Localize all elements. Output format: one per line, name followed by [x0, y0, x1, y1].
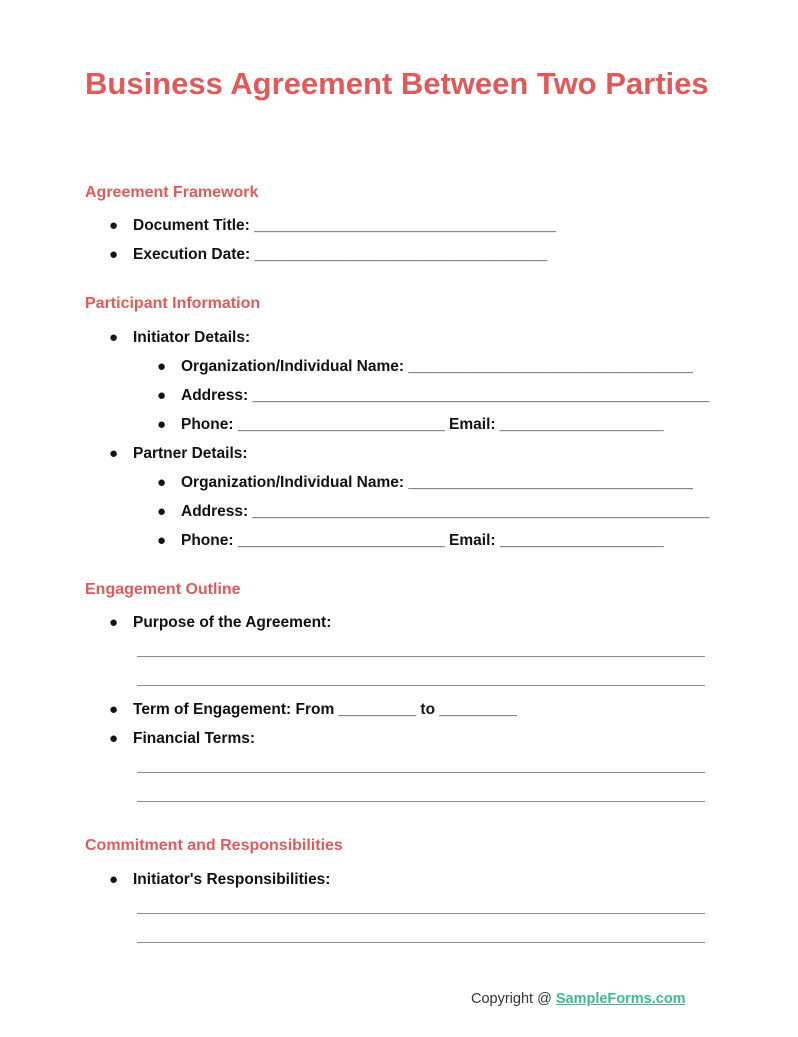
bullet-icon: ●: [109, 614, 119, 631]
field-execution-date[interactable]: Execution Date: __________________________________: [133, 246, 548, 263]
copyright-footer: [471, 991, 686, 1007]
bullet-icon: ●: [109, 871, 119, 888]
bullet-icon: ●: [109, 329, 119, 346]
financial-terms-label: Financial Terms:: [133, 730, 256, 747]
document-title: Business Agreement Between Two Parties: [85, 66, 709, 101]
field-document-title[interactable]: Document Title: ___________________________________: [133, 217, 556, 234]
bullet-icon: ●: [157, 503, 167, 520]
bullet-icon: ●: [157, 532, 167, 549]
financial-writing-line[interactable]: [137, 801, 705, 802]
purpose-label: Purpose of the Agreement:: [133, 614, 332, 631]
bullet-icon: ●: [109, 445, 119, 462]
field-partner-address[interactable]: Address: _____________________________________________________: [181, 503, 710, 520]
bullet-icon: ●: [109, 246, 119, 263]
field-partner-phone-email[interactable]: Phone: ________________________ Email: ___________________: [181, 532, 664, 549]
bullet-icon: ●: [157, 358, 167, 375]
purpose-writing-line[interactable]: [137, 656, 705, 657]
bullet-icon: ●: [109, 217, 119, 234]
initiator-details-label: Initiator Details:: [133, 329, 251, 346]
responsibilities-writing-line[interactable]: [137, 942, 705, 943]
bullet-icon: ●: [157, 387, 167, 404]
field-term-of-engagement[interactable]: Term of Engagement: From _________ to _________: [133, 701, 517, 718]
bullet-icon: ●: [109, 730, 119, 747]
partner-details-label: Partner Details:: [133, 445, 248, 462]
brand-link[interactable]: SampleForms.com: [555, 991, 686, 1007]
section-heading-participant-information: Participant Information: [85, 295, 261, 312]
initiator-responsibilities-label: Initiator's Responsibilities:: [133, 871, 331, 888]
bullet-icon: ●: [109, 701, 119, 718]
responsibilities-writing-line[interactable]: [137, 913, 705, 914]
purpose-writing-line[interactable]: [137, 685, 705, 686]
copyright-text: Copyright @: [471, 991, 556, 1007]
field-initiator-phone-email[interactable]: Phone: ________________________ Email: ___________________: [181, 416, 664, 433]
section-heading-agreement-framework: Agreement Framework: [85, 184, 259, 201]
section-heading-engagement-outline: Engagement Outline: [85, 581, 241, 598]
section-heading-commitment-responsibilities: Commitment and Responsibilities: [85, 837, 343, 854]
field-initiator-name[interactable]: Organization/Individual Name: _________________________________: [181, 358, 693, 375]
field-initiator-address[interactable]: Address: _____________________________________________________: [181, 387, 710, 404]
bullet-icon: ●: [157, 416, 167, 433]
financial-writing-line[interactable]: [137, 772, 705, 773]
field-partner-name[interactable]: Organization/Individual Name: _________________________________: [181, 474, 693, 491]
bullet-icon: ●: [157, 474, 167, 491]
